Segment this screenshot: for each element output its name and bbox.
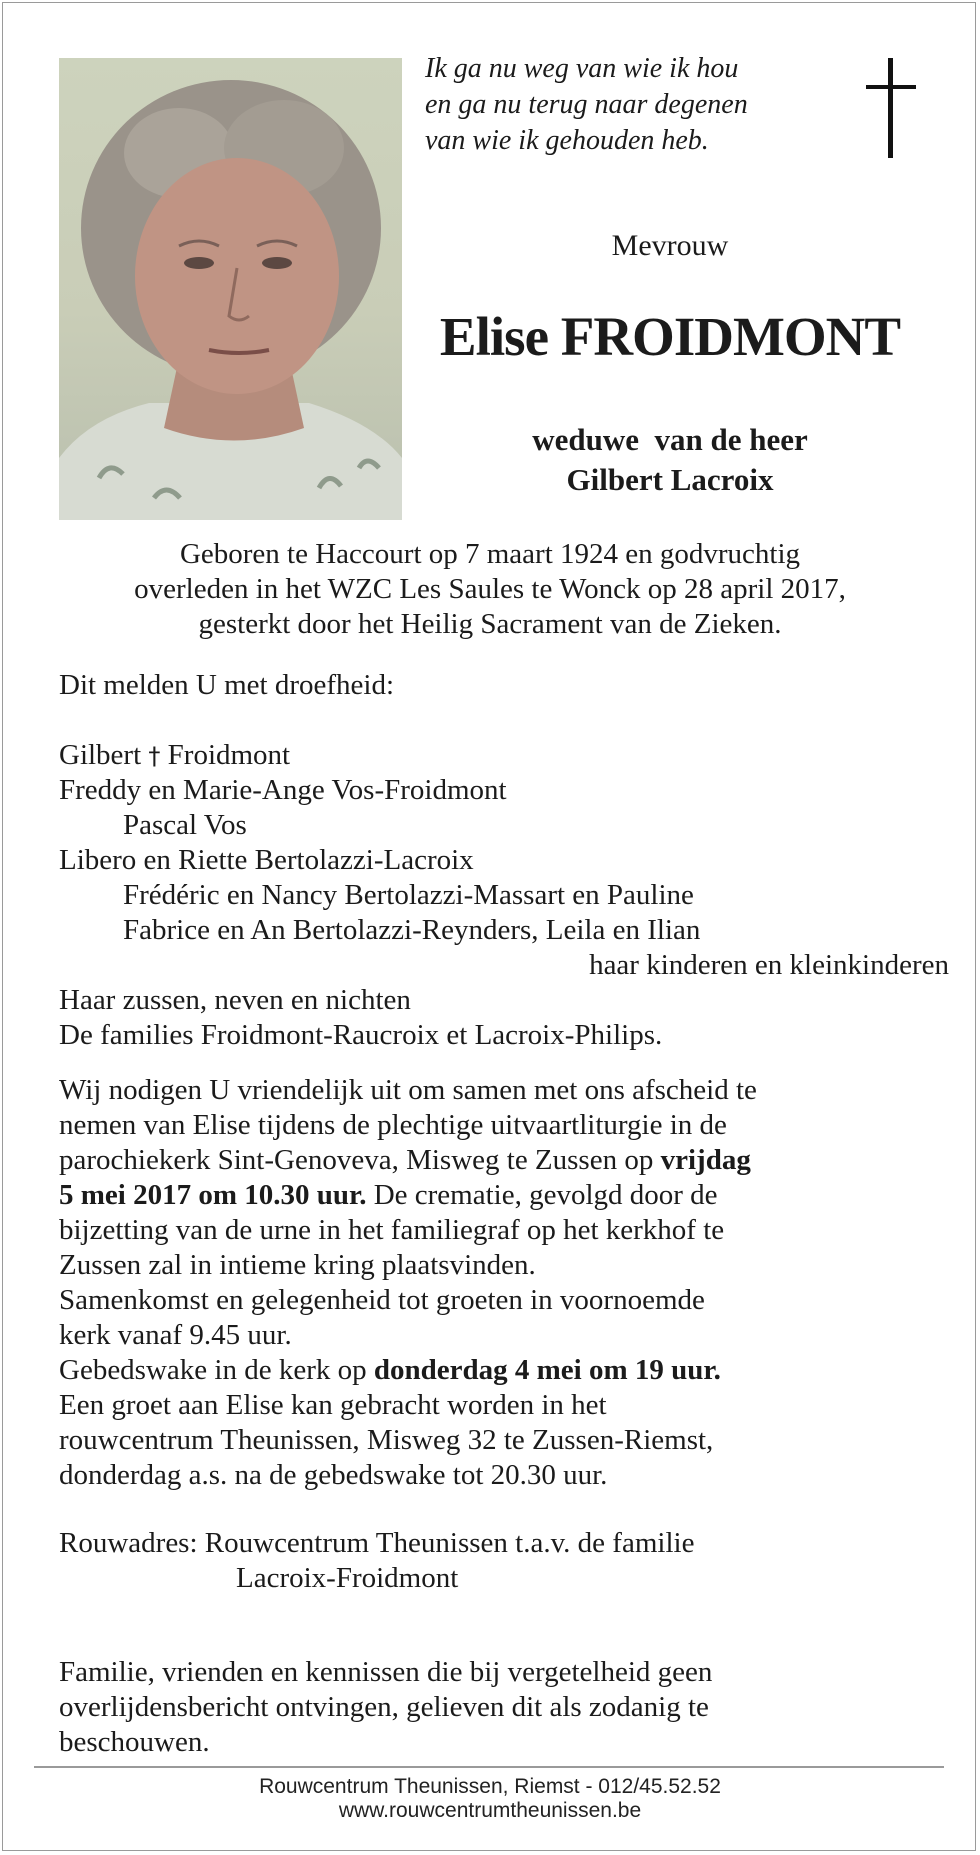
mourner-relation: haar kinderen en kleinkinderen bbox=[589, 949, 949, 981]
notice-line: overlijdensbericht ontvingen, gelieven dit als zodanig te bbox=[59, 1691, 709, 1723]
service-line: Een groet aan Elise kan gebracht worden in het bbox=[59, 1389, 607, 1421]
honorific: Mevrouw bbox=[611, 229, 729, 262]
service-line: Samenkomst en gelegenheid tot groeten in voornoemde bbox=[59, 1284, 705, 1316]
service-line bbox=[59, 1178, 929, 1213]
service-line: donderdag a.s. na de gebedswake tot 20.30 uur. bbox=[59, 1459, 608, 1491]
birth-death-statement bbox=[40, 537, 940, 642]
memorial-poem bbox=[425, 51, 825, 159]
service-date-time: 5 mei 2017 om 10.30 uur. bbox=[59, 1179, 367, 1211]
spouse-line: weduwe van de heer bbox=[532, 422, 808, 457]
small-cross-icon: † bbox=[148, 742, 161, 770]
service-text: parochiekerk Sint-Genoveva, Misweg te Zussen op bbox=[59, 1144, 661, 1176]
announcement-intro: Dit melden U met droefheid: bbox=[59, 669, 395, 701]
address-line: Lacroix-Froidmont bbox=[236, 1562, 459, 1594]
mourner-line: Haar zussen, neven en nichten bbox=[59, 984, 411, 1016]
mourner-first-name: Gilbert bbox=[59, 739, 142, 771]
mourner-line: Fabrice en An Bertolazzi-Reynders, Leila en Ilian bbox=[123, 914, 701, 946]
funeral-home-footer bbox=[0, 1775, 980, 1823]
poem-line: van wie ik gehouden heb. bbox=[425, 125, 709, 156]
funeral-home-website: www.rouwcentrumtheunissen.be bbox=[338, 1799, 642, 1822]
service-line: nemen van Elise tijdens de plechtige uitvaartliturgie in de bbox=[59, 1109, 727, 1141]
mourner-line: Pascal Vos bbox=[123, 809, 247, 841]
poem-line: en ga nu terug naar degenen bbox=[425, 89, 748, 120]
service-line: kerk vanaf 9.45 uur. bbox=[59, 1319, 292, 1351]
poem-line: Ik ga nu weg van wie ik hou bbox=[425, 53, 739, 84]
mourner-line: Frédéric en Nancy Bertolazzi-Massart en Pauline bbox=[123, 879, 694, 911]
service-line: Wij nodigen U vriendelijk uit om samen met ons afscheid te bbox=[59, 1074, 757, 1106]
portrait-photo bbox=[59, 58, 402, 520]
closing-notice bbox=[59, 1655, 929, 1760]
service-line: bijzetting van de urne in het familiegraf op het kerkhof te bbox=[59, 1214, 725, 1246]
service-line: Zussen zal in intieme kring plaatsvinden. bbox=[59, 1249, 536, 1281]
statement-line: overleden in het WZC Les Saules te Wonck op 28 april 2017, bbox=[134, 573, 846, 605]
statement-line: Geboren te Haccourt op 7 maart 1924 en godvruchtig bbox=[179, 538, 801, 570]
statement-line: gesterkt door het Heilig Sacrament van de Zieken. bbox=[198, 608, 782, 640]
funeral-home-contact: Rouwcentrum Theunissen, Riemst - 012/45.52.52 bbox=[259, 1775, 721, 1798]
service-details bbox=[59, 1073, 929, 1493]
footer-divider bbox=[34, 1766, 944, 1768]
mourner-line: Libero en Riette Bertolazzi-Lacroix bbox=[59, 844, 474, 876]
service-text: De crematie, gevolgd door de bbox=[366, 1179, 718, 1211]
mourner-line: Freddy en Marie-Ange Vos-Froidmont bbox=[59, 774, 507, 806]
cross-icon bbox=[862, 58, 924, 158]
spouse-info bbox=[425, 420, 915, 500]
deceased-name: Elise FROIDMONT bbox=[439, 306, 901, 367]
mourner-line: De families Froidmont-Raucroix et Lacroix-Philips. bbox=[59, 1019, 663, 1051]
mourning-address bbox=[59, 1526, 929, 1596]
notice-line: beschouwen. bbox=[59, 1726, 210, 1758]
mourner-line bbox=[59, 738, 939, 773]
address-line: Rouwadres: Rouwcentrum Theunissen t.a.v. de familie bbox=[59, 1527, 695, 1559]
service-text: Gebedswake in de kerk op bbox=[59, 1354, 374, 1386]
notice-line: Familie, vrienden en kennissen die bij vergetelheid geen bbox=[59, 1656, 713, 1688]
service-line bbox=[59, 1353, 929, 1388]
service-day: vrijdag bbox=[660, 1144, 751, 1176]
service-line bbox=[59, 1143, 929, 1178]
spouse-line: Gilbert Lacroix bbox=[566, 462, 774, 497]
mourners-list bbox=[59, 738, 949, 1053]
service-line: rouwcentrum Theunissen, Misweg 32 te Zussen-Riemst, bbox=[59, 1424, 714, 1456]
vigil-date-time: donderdag 4 mei om 19 uur. bbox=[373, 1354, 721, 1386]
mourner-last-name: Froidmont bbox=[167, 739, 291, 771]
